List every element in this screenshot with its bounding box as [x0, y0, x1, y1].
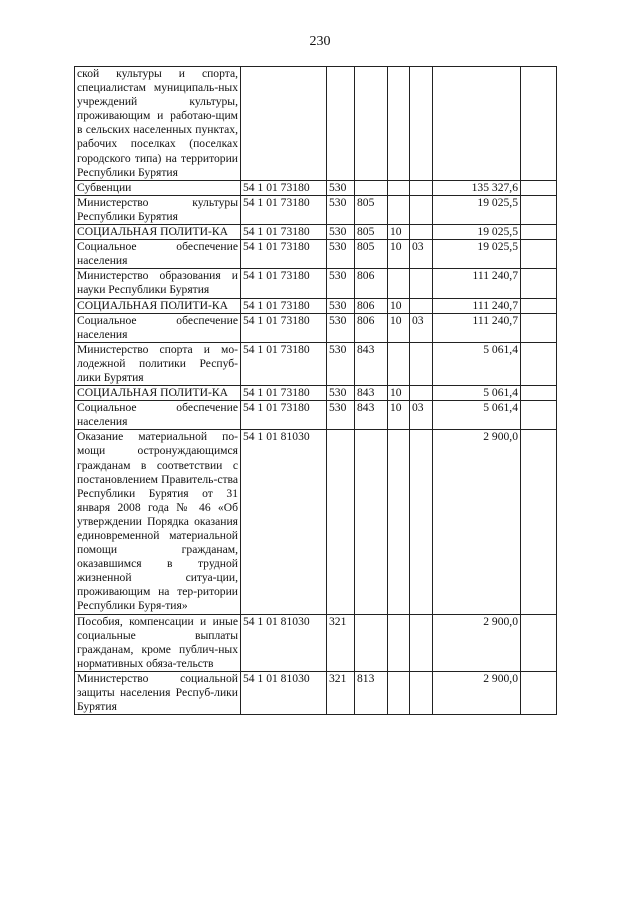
table-row — [75, 313, 557, 342]
row-expense-type-cell: 530 — [327, 225, 355, 240]
row-subsection-cell — [410, 614, 433, 671]
row-department-cell: 805 — [355, 240, 388, 269]
row-name-cell: Министерство социальной защиты населения Респуб-лики Бурятия — [75, 671, 241, 714]
row-section-cell: 10 — [388, 386, 410, 401]
row-expense-type-cell: 530 — [327, 313, 355, 342]
row-department-cell: 813 — [355, 671, 388, 714]
row-empty-cell — [521, 240, 557, 269]
row-empty-cell — [521, 430, 557, 614]
row-empty-cell — [521, 269, 557, 298]
row-target-code-cell: 54 1 01 73180 — [241, 401, 327, 430]
page-number: 230 — [309, 34, 331, 49]
row-amount-cell: 135 327,6 — [433, 180, 521, 195]
table-row — [75, 225, 557, 240]
row-subsection-cell — [410, 671, 433, 714]
row-target-code-cell: 54 1 01 81030 — [241, 614, 327, 671]
row-name-cell: ской культуры и спорта, специалистам муниципаль-ных учреждений культуры, проживающим и работаю-щим в сельских населенных пунктах, рабочих поселках (поселках городского типа) на территории Республики Бурятия — [75, 67, 241, 181]
table-row — [75, 67, 557, 181]
row-expense-type-cell: 530 — [327, 195, 355, 224]
row-expense-type-cell: 530 — [327, 342, 355, 385]
row-amount-cell: 111 240,7 — [433, 298, 521, 313]
row-target-code-cell: 54 1 01 73180 — [241, 225, 327, 240]
row-subsection-cell: 03 — [410, 401, 433, 430]
row-department-cell: 806 — [355, 269, 388, 298]
table-row — [75, 614, 557, 671]
row-expense-type-cell: 530 — [327, 298, 355, 313]
row-target-code-cell — [241, 67, 327, 181]
row-amount-cell: 19 025,5 — [433, 240, 521, 269]
row-amount-cell: 111 240,7 — [433, 313, 521, 342]
row-empty-cell — [521, 298, 557, 313]
row-expense-type-cell: 530 — [327, 240, 355, 269]
table-row — [75, 386, 557, 401]
row-department-cell: 805 — [355, 195, 388, 224]
table-row — [75, 342, 557, 385]
row-department-cell — [355, 180, 388, 195]
row-empty-cell — [521, 180, 557, 195]
row-amount-cell: 19 025,5 — [433, 225, 521, 240]
row-target-code-cell: 54 1 01 73180 — [241, 342, 327, 385]
row-subsection-cell — [410, 269, 433, 298]
row-expense-type-cell: 530 — [327, 386, 355, 401]
row-empty-cell — [521, 313, 557, 342]
row-empty-cell — [521, 386, 557, 401]
row-amount-cell: 2 900,0 — [433, 430, 521, 614]
row-expense-type-cell: 530 — [327, 269, 355, 298]
row-department-cell: 806 — [355, 313, 388, 342]
table-row — [75, 401, 557, 430]
row-expense-type-cell — [327, 430, 355, 614]
row-name-cell: СОЦИАЛЬНАЯ ПОЛИТИ-КА — [75, 225, 241, 240]
row-amount-cell — [433, 67, 521, 181]
row-section-cell: 10 — [388, 401, 410, 430]
row-amount-cell: 19 025,5 — [433, 195, 521, 224]
row-subsection-cell — [410, 195, 433, 224]
row-name-cell: Социальное обеспечение населения — [75, 240, 241, 269]
row-target-code-cell: 54 1 01 73180 — [241, 313, 327, 342]
table-body — [75, 67, 557, 715]
row-empty-cell — [521, 401, 557, 430]
row-amount-cell: 5 061,4 — [433, 401, 521, 430]
row-name-cell: Министерство спорта и мо-лодежной политики Респуб-лики Бурятия — [75, 342, 241, 385]
row-department-cell: 805 — [355, 225, 388, 240]
row-empty-cell — [521, 671, 557, 714]
row-target-code-cell: 54 1 01 73180 — [241, 180, 327, 195]
row-subsection-cell — [410, 225, 433, 240]
row-expense-type-cell — [327, 67, 355, 181]
row-section-cell — [388, 67, 410, 181]
row-name-cell: Министерство образования и науки Республики Бурятия — [75, 269, 241, 298]
row-subsection-cell: 03 — [410, 240, 433, 269]
row-section-cell: 10 — [388, 240, 410, 269]
row-name-cell: Оказание материальной по-мощи остронуждающимся гражданам в соответствии с постановлением Правитель-ства Республики Бурятия от 31 января 2008 года № 46 «Об утверждении Порядка оказания единовременной материальной помощи гражданам, оказавшимся в трудной жизненной ситуа-ции, проживающим на тер-ритории Республики Буря-тия» — [75, 430, 241, 614]
row-section-cell: 10 — [388, 298, 410, 313]
table-row — [75, 180, 557, 195]
row-target-code-cell: 54 1 01 73180 — [241, 298, 327, 313]
row-department-cell — [355, 67, 388, 181]
table-row — [75, 671, 557, 714]
row-section-cell — [388, 342, 410, 385]
row-name-cell: Пособия, компенсации и иные социальные выплаты гражданам, кроме публич-ных нормативных обяза-тельств — [75, 614, 241, 671]
row-amount-cell: 2 900,0 — [433, 614, 521, 671]
row-expense-type-cell: 321 — [327, 671, 355, 714]
row-department-cell: 843 — [355, 386, 388, 401]
row-section-cell — [388, 614, 410, 671]
row-amount-cell: 2 900,0 — [433, 671, 521, 714]
row-amount-cell: 111 240,7 — [433, 269, 521, 298]
row-section-cell: 10 — [388, 225, 410, 240]
table-row — [75, 298, 557, 313]
row-empty-cell — [521, 342, 557, 385]
row-department-cell: 843 — [355, 342, 388, 385]
row-amount-cell: 5 061,4 — [433, 386, 521, 401]
row-department-cell: 843 — [355, 401, 388, 430]
row-name-cell: Социальное обеспечение населения — [75, 401, 241, 430]
row-name-cell: Министерство культуры Республики Бурятия — [75, 195, 241, 224]
row-subsection-cell — [410, 298, 433, 313]
row-amount-cell: 5 061,4 — [433, 342, 521, 385]
row-target-code-cell: 54 1 01 81030 — [241, 671, 327, 714]
row-section-cell — [388, 195, 410, 224]
row-target-code-cell: 54 1 01 73180 — [241, 240, 327, 269]
row-section-cell — [388, 430, 410, 614]
row-subsection-cell — [410, 386, 433, 401]
row-section-cell — [388, 269, 410, 298]
row-empty-cell — [521, 67, 557, 181]
row-department-cell — [355, 614, 388, 671]
row-subsection-cell — [410, 67, 433, 181]
row-subsection-cell — [410, 342, 433, 385]
row-department-cell — [355, 430, 388, 614]
table-row — [75, 269, 557, 298]
table-row — [75, 195, 557, 224]
row-name-cell: Субвенции — [75, 180, 241, 195]
row-expense-type-cell: 530 — [327, 401, 355, 430]
row-expense-type-cell: 530 — [327, 180, 355, 195]
row-name-cell: СОЦИАЛЬНАЯ ПОЛИТИ-КА — [75, 386, 241, 401]
row-subsection-cell — [410, 180, 433, 195]
row-name-cell: СОЦИАЛЬНАЯ ПОЛИТИ-КА — [75, 298, 241, 313]
row-empty-cell — [521, 195, 557, 224]
row-name-cell: Социальное обеспечение населения — [75, 313, 241, 342]
row-section-cell — [388, 671, 410, 714]
table-row — [75, 240, 557, 269]
table-row — [75, 430, 557, 614]
row-target-code-cell: 54 1 01 73180 — [241, 386, 327, 401]
row-subsection-cell — [410, 430, 433, 614]
budget-table — [74, 66, 557, 715]
row-expense-type-cell: 321 — [327, 614, 355, 671]
row-empty-cell — [521, 614, 557, 671]
row-target-code-cell: 54 1 01 73180 — [241, 195, 327, 224]
row-target-code-cell: 54 1 01 73180 — [241, 269, 327, 298]
row-target-code-cell: 54 1 01 81030 — [241, 430, 327, 614]
row-empty-cell — [521, 225, 557, 240]
row-section-cell — [388, 180, 410, 195]
row-section-cell: 10 — [388, 313, 410, 342]
row-department-cell: 806 — [355, 298, 388, 313]
row-subsection-cell: 03 — [410, 313, 433, 342]
